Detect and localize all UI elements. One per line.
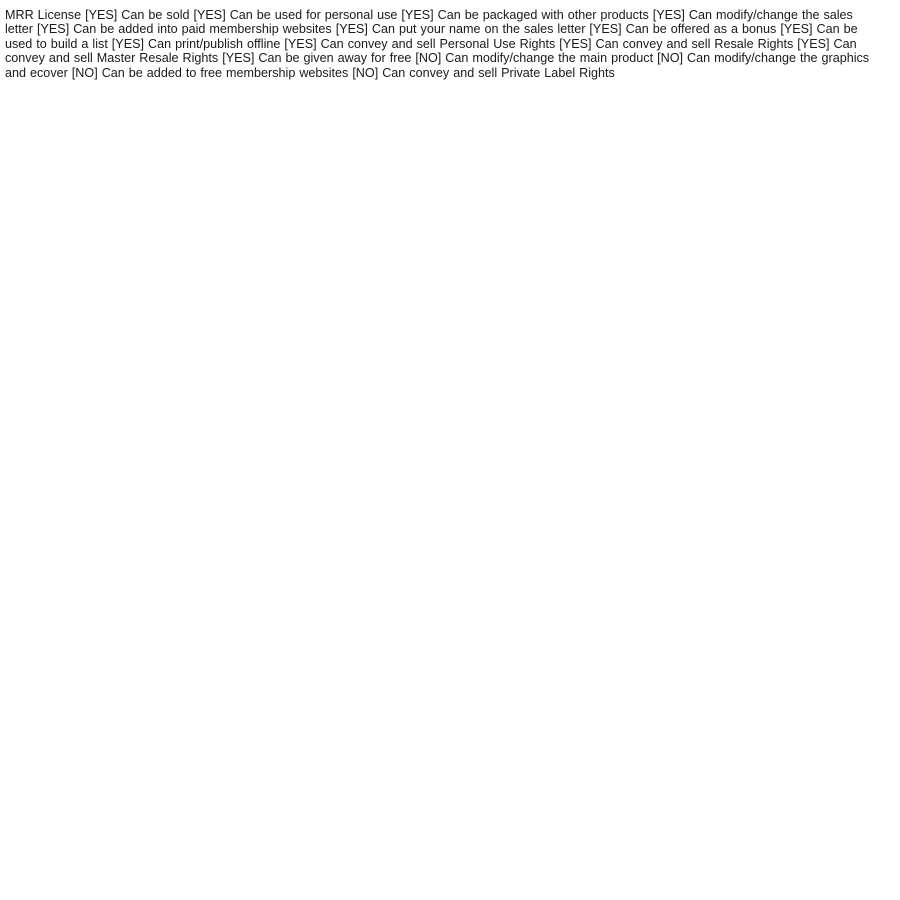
license-terms-paragraph: MRR License [YES] Can be sold [YES] Can be used for personal use [YES] Can be packaged with other products [YES] Can modify/change the sales letter [YES] Can be added into paid membership websites [YES] Can put your name on the sales letter [YES] Can be offered as a bonus [YES] Can be used to build a list [YES] Can print/publish offline [YES] Can convey and sell Personal Use Rights [YES] Can convey and sell Resale Rights [YES] Can convey and sell Master Resale Rights [YES] Can be given away for free [NO] Can modify/change the main product [NO] Can modify/change the graphics and ecover [NO] Can be added to free membership websites [NO] Can convey and sell Private Label Rights	[5, 8, 870, 80]
